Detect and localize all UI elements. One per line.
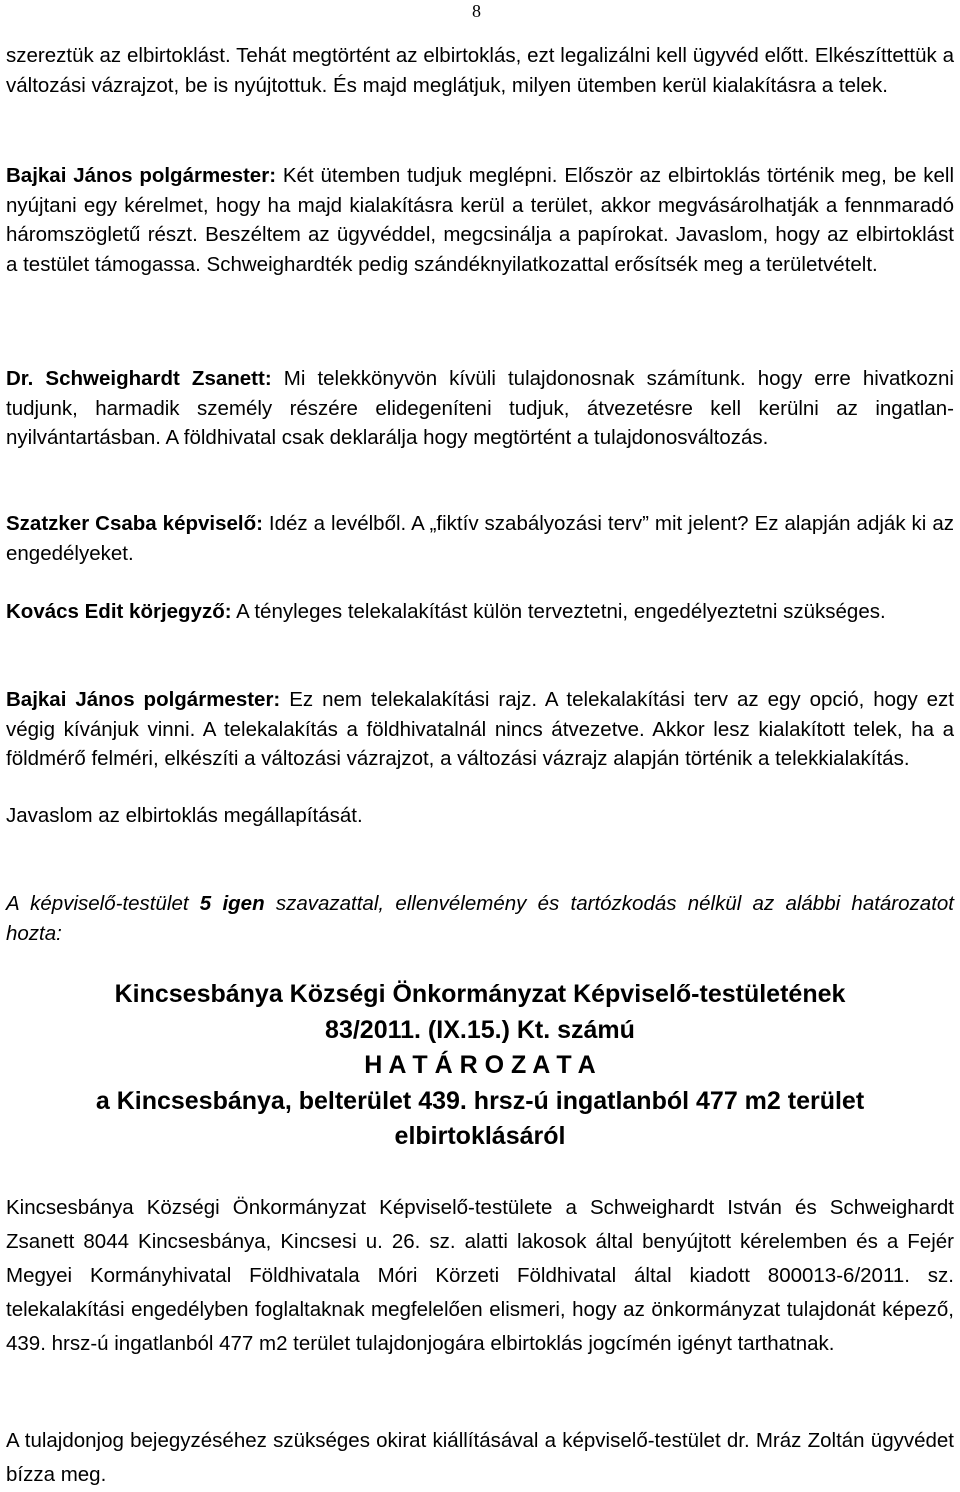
vote-count: 5 igen <box>199 892 265 915</box>
paragraph-mayor-1 <box>6 161 954 279</box>
paragraph-text: A tényleges telekalakítást külön terveztetni, engedélyeztetni szükséges. <box>231 600 886 623</box>
paragraph-text: Idéz a levélből. A „fiktív szabályozási terv” mit jelent? Ez alapján adják ki az engedélyeket. <box>6 512 954 565</box>
speaker-name: Kovács Edit körjegyző: <box>6 600 232 623</box>
heading-line: elbirtoklásáról <box>394 1122 566 1150</box>
speaker-name: Szatzker Csaba képviselő: <box>6 512 263 535</box>
vote-statement <box>6 889 954 948</box>
resolution-heading <box>0 977 960 1155</box>
heading-line: 83/2011. (IX.15.) Kt. számú <box>325 1015 635 1044</box>
heading-line: a Kincsesbánya, belterület 439. hrsz-ú ingatlanból 477 m2 terület <box>95 1086 865 1115</box>
vote-pre: A képviselő-testület <box>6 892 200 915</box>
paragraph-text: A tulajdonjog bejegyzéséhez szükséges okirat kiállításával a képviselő-testület dr. Mráz Zoltán ügyvédet bízza meg. <box>6 1429 954 1486</box>
speaker-name: Bajkai János polgármester: <box>6 164 277 187</box>
paragraph-text: szereztük az elbirtoklást. Tehát megtörtént az elbirtoklás, ezt legalizálni kell ügyvéd előtt. Elkészíttettük a változási vázrajzot, be is nyújtottuk. És majd meglátjuk, milyen ütemben kerül kialakításra a telek. <box>6 44 954 97</box>
paragraph-text: Ez nem telekalakítási rajz. A telekalakítási terv az egy opció, hogy ezt végig kívánjuk vinni. A telekalakítás a földhivatalnál nincs átvezetve. Akkor lesz kialakított telek, ha a földmérő felméri, elkészíti a változási vázrajzot, a változási vázrajz alapján történik a telekkialakítás. <box>6 688 954 770</box>
page-number: 8 <box>472 1 481 21</box>
paragraph-text: Mi telekkönyvön kívüli tulajdonosnak számítunk. hogy erre hivatkozni tudjunk, harmadik személy részére elidegeníteni tudjuk, átvezetésre kell kerülni az ingatlan-nyilvántartásban. A földhivatal csak deklarálja hogy megtörtént a tulajdonosváltozás. <box>6 367 954 449</box>
paragraph-intro <box>6 41 954 100</box>
vote-post: szavazattal, ellenvélemény és tartózkodás nélkül az alábbi határozatot hozta: <box>6 892 954 945</box>
resolution-body <box>6 1191 954 1361</box>
paragraph-proposal <box>6 801 954 831</box>
paragraph-kovacs <box>6 597 954 627</box>
paragraph-text: Kincsesbánya Községi Önkormányzat Képviselő-testülete a Schweighardt István és Schweighardt Zsanett 8044 Kincsesbánya, Kincsesi u. 26. sz. alatti lakosok által benyújtott kérelemben és a Fejér Megyei Kormányhivatal Földhivatala Móri Körzeti Földhivatal által kiadott 800013-6/2011. sz. telekalakítási engedélyben foglaltaknak megfelelően elismeri, hogy az önkormányzat tulajdonát képező, 439. hrsz-ú ingatlanból 477 m2 terület tulajdonjogára elbirtoklás jogcímén igényt tarthatnak. <box>6 1196 954 1355</box>
speaker-name: Bajkai János polgármester: <box>6 688 281 711</box>
paragraph-mayor-2 <box>6 685 954 774</box>
speaker-name: Dr. Schweighardt Zsanett: <box>6 367 272 390</box>
paragraph-schweighardt <box>6 364 954 453</box>
paragraph-szatzker <box>6 509 954 568</box>
paragraph-text: Javaslom az elbirtoklás megállapítását. <box>6 804 363 827</box>
heading-line: H A T Á R O Z A T A <box>364 1051 596 1079</box>
heading-line: Kincsesbánya Községi Önkormányzat Képviselő-testületének <box>114 980 846 1008</box>
resolution-mandate <box>6 1424 954 1492</box>
paragraph-text: Két ütemben tudjuk meglépni. Először az elbirtoklás történik meg, be kell nyújtani egy kérelmet, hogy ha majd kialakításra kerül a terület, akkor megvásárolhatják a fennmaradó háromszögletű részt. Beszéltem az ügyvéddel, megcsinálja a papírokat. Javaslom, hogy az elbirtoklást a testület támogassa. Schweighardték pedig szándéknyilatkozattal erősítsék meg a területvételt. <box>6 164 955 276</box>
